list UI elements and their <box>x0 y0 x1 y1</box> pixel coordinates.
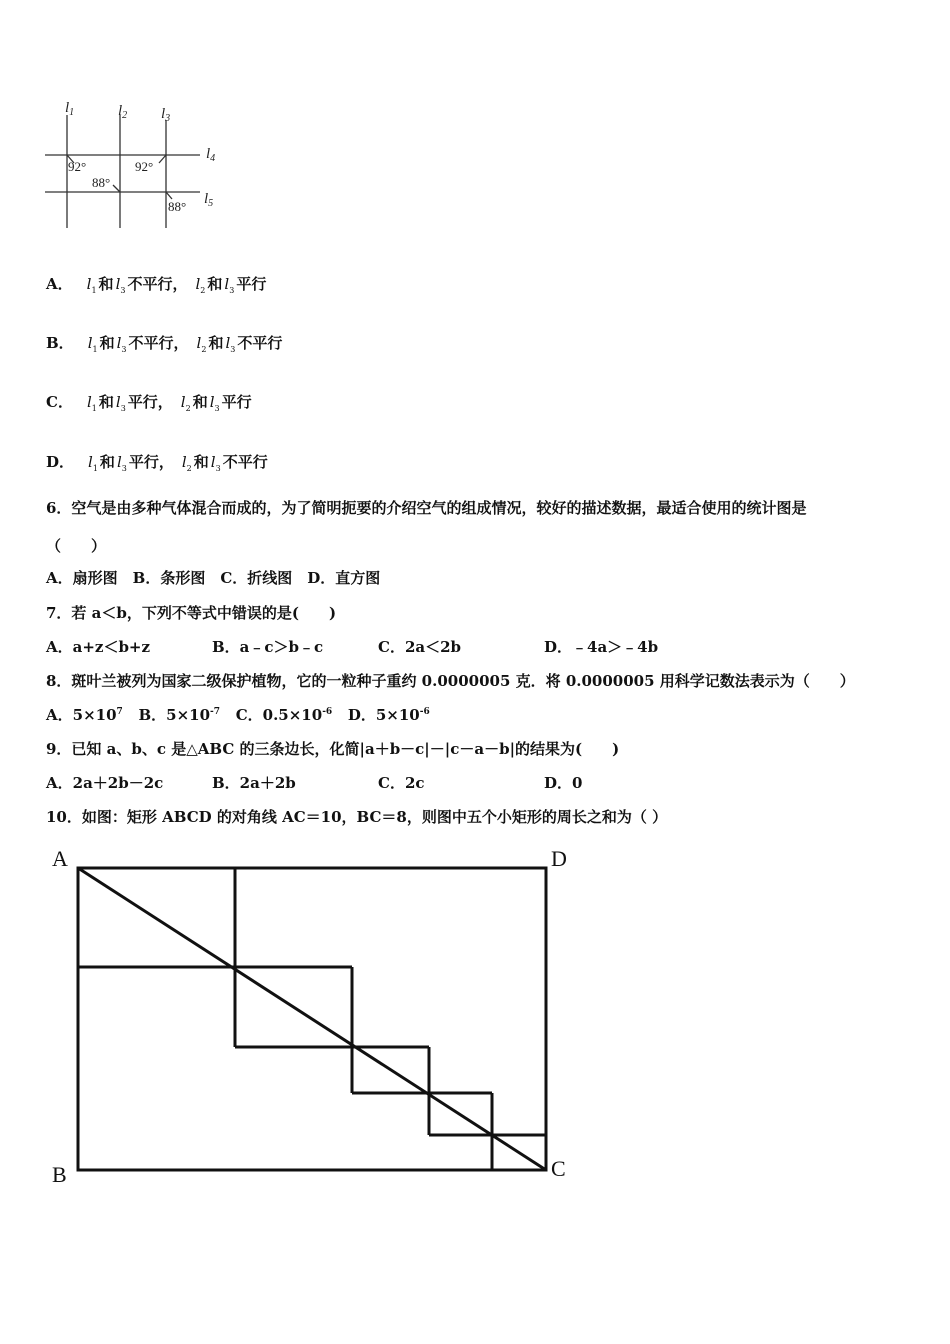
option-text: 平行， <box>127 393 173 411</box>
line-symbol: $l_3$ <box>115 275 126 295</box>
line-symbol: $l_3$ <box>115 393 126 413</box>
q7-option-d: D．﹣4a＞﹣4b <box>544 638 659 656</box>
vertex-d-label: D <box>551 846 567 871</box>
q6-blank: （ ） <box>46 537 107 555</box>
label-l4: $l_4$ <box>206 146 216 164</box>
q5-option-b <box>46 332 282 354</box>
line-symbol: $l_1$ <box>87 334 98 354</box>
q10-stem: 10．如图：矩形 ABCD 的对角线 AC＝10，BC＝8，则图中五个小矩形的周长之和为（ ） <box>46 808 668 826</box>
q8-options <box>46 704 430 725</box>
line-symbol: $l_2$ <box>195 275 206 295</box>
parallel-lines-figure <box>40 95 240 235</box>
line-symbol: $l_3$ <box>209 393 220 413</box>
q6-options: A．扇形图 B．条形图 C．折线图 D．直方图 <box>46 569 381 587</box>
q9-option-d: D．0 <box>544 774 583 792</box>
option-text: A． <box>46 275 73 293</box>
angle-88-bottom: 88° <box>168 199 187 214</box>
label-l2: $l_2$ <box>118 103 128 121</box>
label-l3: $l_3$ <box>161 106 171 124</box>
option-text: 和 <box>208 334 224 352</box>
line-symbol: $l_1$ <box>86 275 97 295</box>
label-l5: $l_5$ <box>204 191 214 209</box>
line-symbol: $l_2$ <box>180 393 191 413</box>
q5-option-c <box>46 391 252 413</box>
label-l1: $l_1$ <box>65 100 75 118</box>
rectangle-abcd-figure <box>40 840 600 1200</box>
line-symbol: $l_3$ <box>210 453 221 473</box>
q9-option-b: B．2a＋2b <box>212 774 296 792</box>
q7-stem: 7．若 a＜b，下列不等式中错误的是( ) <box>46 604 337 622</box>
option-text: 和 <box>207 275 223 293</box>
q5-option-a <box>46 273 266 295</box>
q7-options <box>46 636 658 657</box>
line-symbol: $l_2$ <box>196 334 207 354</box>
line-symbol: $l_3$ <box>116 334 127 354</box>
q7-option-c: C．2a＜2b <box>378 638 462 656</box>
q9-stem: 9．已知 a、b、c 是△ABC 的三条边长，化简|a＋b－c|－|c－a－b|的结果为( ) <box>46 740 620 758</box>
option-text: 平行 <box>236 275 267 293</box>
option-text: 和 <box>98 393 114 411</box>
option-text: 和 <box>99 453 115 471</box>
option-text: 不平行 <box>222 453 268 471</box>
option-text: 和 <box>192 393 208 411</box>
line-symbol: $l_1$ <box>86 393 97 413</box>
q8-option-b: B．$5\times 10^{-7}$ <box>138 706 221 724</box>
q8-option-a: A．$5\times 10^7$ <box>46 706 123 724</box>
line-symbol: $l_2$ <box>181 453 192 473</box>
q9-option-a: A．2a＋2b－2c <box>46 774 164 792</box>
option-text: 不平行， <box>127 275 188 293</box>
option-text: C． <box>46 393 73 411</box>
option-text: 平行 <box>221 393 252 411</box>
q8-option-d: D．$5\times 10^{-6}$ <box>347 706 430 724</box>
line-symbol: $l_3$ <box>116 453 127 473</box>
q9-option-c: C．2c <box>378 774 425 792</box>
option-text: 和 <box>193 453 209 471</box>
angle-92-right: 92° <box>135 159 154 174</box>
vertex-a-label: A <box>52 846 68 871</box>
q6-stem: 6．空气是由多种气体混合而成的，为了简明扼要的介绍空气的组成情况，较好的描述数据，最适合使用的统计图是 <box>46 499 807 517</box>
q7-option-b: B．a﹣c＞b﹣c <box>212 638 324 656</box>
line-symbol: $l_3$ <box>224 275 235 295</box>
option-text: 不平行 <box>237 334 283 352</box>
q7-option-a: A．a+z＜b+z <box>46 638 151 656</box>
q8-option-c: C．$0.5\times 10^{-6}$ <box>235 706 333 724</box>
option-text: 和 <box>99 334 115 352</box>
angle-88-middle: 88° <box>92 175 111 190</box>
option-text: B． <box>46 334 74 352</box>
line-symbol: $l_1$ <box>88 453 98 473</box>
option-text: D． <box>46 453 75 471</box>
line-symbol: $l_3$ <box>225 334 236 354</box>
q9-options <box>46 772 582 793</box>
vertex-c-label: C <box>551 1156 566 1181</box>
q5-option-d <box>46 451 268 473</box>
option-text: 平行， <box>128 453 174 471</box>
option-text: 和 <box>98 275 114 293</box>
vertex-b-label: B <box>52 1162 67 1187</box>
angle-92-left: 92° <box>68 159 87 174</box>
option-text: 不平行， <box>128 334 189 352</box>
q8-stem: 8．斑叶兰被列为国家二级保护植物，它的一粒种子重约 0.0000005 克．将 0.0000005 用科学记数法表示为（ ） <box>46 672 855 690</box>
